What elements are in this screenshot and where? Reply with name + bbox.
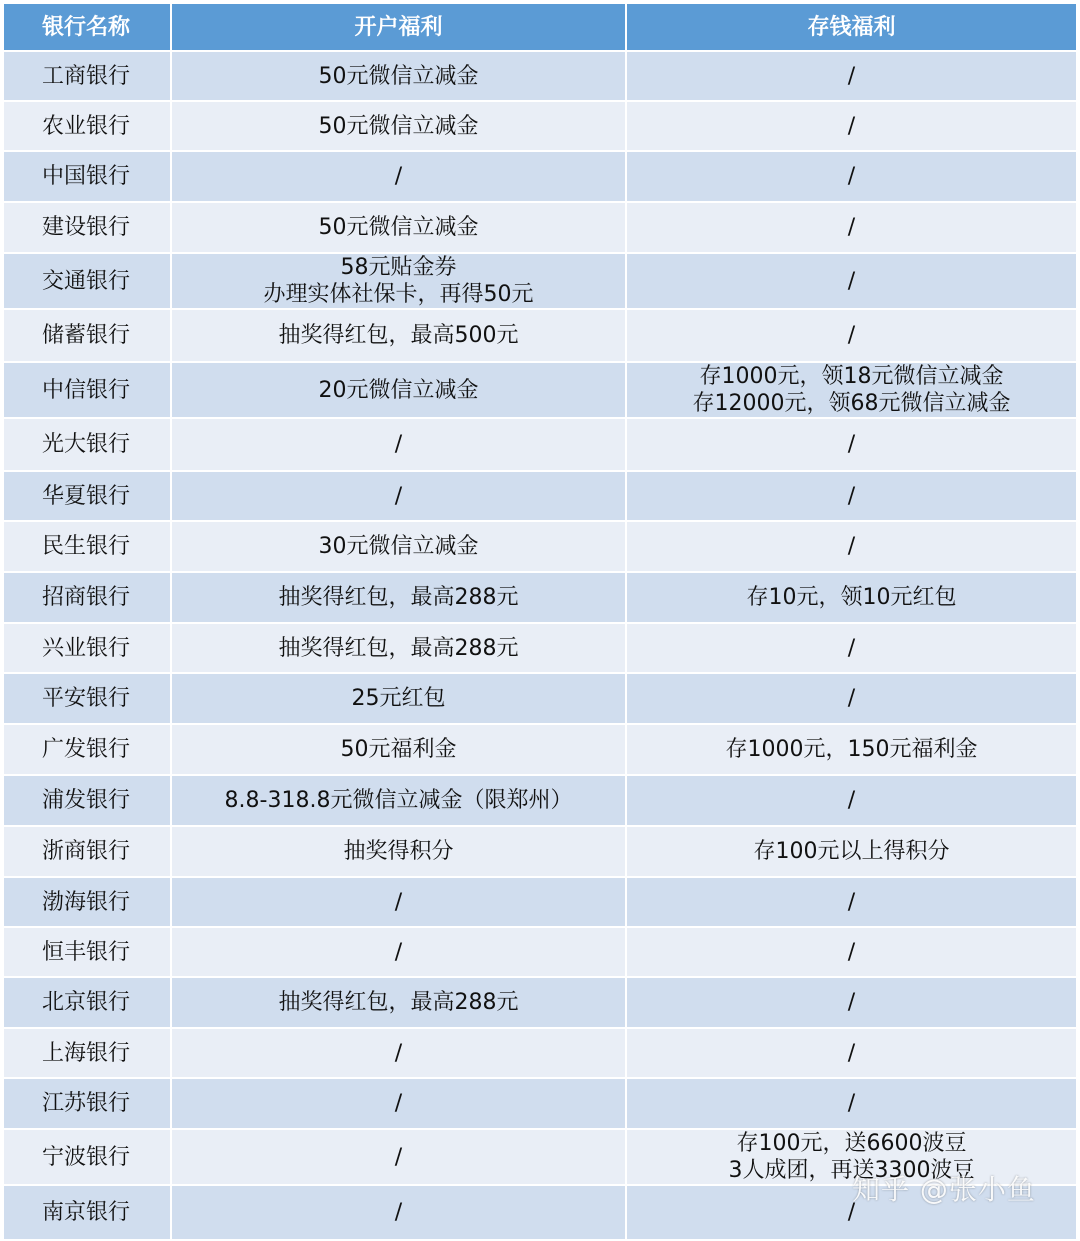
open-benefit-cell: [171, 977, 626, 1028]
table-row: [3, 673, 1077, 724]
open-benefit-cell: [171, 775, 626, 826]
deposit-benefit-text: /: [847, 788, 856, 813]
open-benefit-cell: [171, 101, 626, 151]
table-row: [3, 1078, 1077, 1129]
table-row: [3, 572, 1077, 623]
open-benefit-cell: [171, 927, 626, 977]
open-benefit-text: 30元微信立减金: [318, 534, 479, 559]
table-row: [3, 977, 1077, 1028]
open-benefit-cell: [171, 309, 626, 362]
bank-name-cell: 储蓄银行: [3, 309, 171, 362]
deposit-benefit-cell: [626, 724, 1077, 775]
deposit-benefit-cell: [626, 151, 1077, 202]
deposit-benefit-text: /: [847, 268, 856, 294]
deposit-benefit-text: /: [847, 164, 856, 189]
bank-name-cell: 恒丰银行: [3, 927, 171, 977]
header-bank-name: 银行名称: [3, 3, 171, 51]
header-open-benefit: 开户福利: [171, 3, 626, 51]
bank-benefits-table: [2, 2, 1078, 1241]
deposit-benefit-cell: [626, 521, 1077, 572]
deposit-benefit-text: 存1000元，150元福利金: [725, 737, 978, 762]
open-benefit-cell: [171, 673, 626, 724]
open-benefit-text: /: [394, 1200, 403, 1225]
open-benefit-text: 50元微信立减金: [318, 215, 479, 240]
deposit-benefit-text: /: [847, 990, 856, 1015]
open-benefit-cell: [171, 826, 626, 877]
deposit-benefit-text: /: [847, 1091, 856, 1116]
open-benefit-cell: [171, 418, 626, 471]
open-benefit-cell: [171, 253, 626, 309]
bank-name-cell: 工商银行: [3, 51, 171, 101]
open-benefit-text: 抽奖得红包，最高288元: [278, 635, 519, 661]
bank-name-cell: 建设银行: [3, 202, 171, 253]
open-benefit-text: 50元微信立减金: [318, 63, 479, 89]
table-row: [3, 362, 1077, 418]
bank-name-cell: 民生银行: [3, 521, 171, 572]
deposit-benefit-text: 存1000元，领18元微信立减金: [699, 364, 1004, 389]
open-benefit-cell: [171, 202, 626, 253]
open-benefit-text: /: [394, 1091, 403, 1116]
open-benefit-text: /: [394, 939, 403, 965]
table-row: [3, 724, 1077, 775]
open-benefit-text: 抽奖得红包，最高288元: [278, 990, 519, 1015]
open-benefit-cell: [171, 623, 626, 673]
bank-name-cell: 广发银行: [3, 724, 171, 775]
bank-name-cell: 渤海银行: [3, 877, 171, 927]
deposit-benefit-cell: [626, 202, 1077, 253]
open-benefit-text: /: [394, 483, 403, 509]
table-row: [3, 521, 1077, 572]
deposit-benefit-text: /: [847, 534, 856, 559]
bank-name-cell: 南京银行: [3, 1185, 171, 1240]
deposit-benefit-text: 存100元以上得积分: [753, 839, 950, 864]
bank-name-cell: 北京银行: [3, 977, 171, 1028]
bank-name-cell: 浦发银行: [3, 775, 171, 826]
deposit-benefit-text: 存100元，送6600波豆: [736, 1131, 967, 1156]
table-row: [3, 927, 1077, 977]
table-row: [3, 253, 1077, 309]
open-benefit-text: 50元福利金: [340, 737, 457, 762]
table-row: [3, 471, 1077, 521]
deposit-benefit-text: 存10元，领10元红包: [746, 585, 957, 610]
open-benefit-cell: [171, 1185, 626, 1240]
bank-name-cell: 光大银行: [3, 418, 171, 471]
bank-name-cell: 兴业银行: [3, 623, 171, 673]
open-benefit-cell: [171, 1078, 626, 1129]
bank-name-cell: 宁波银行: [3, 1129, 171, 1185]
deposit-benefit-cell: [626, 1078, 1077, 1129]
open-benefit-text: 办理实体社保卡，再得50元: [263, 282, 534, 307]
table-row: [3, 202, 1077, 253]
deposit-benefit-text: /: [847, 686, 856, 711]
deposit-benefit-cell: [626, 1028, 1077, 1078]
table-row: [3, 826, 1077, 877]
open-benefit-cell: [171, 471, 626, 521]
open-benefit-cell: [171, 1129, 626, 1185]
deposit-benefit-text: /: [847, 323, 856, 348]
table-body: [3, 51, 1077, 1240]
table-row: [3, 151, 1077, 202]
deposit-benefit-cell: [626, 362, 1077, 418]
deposit-benefit-text: /: [847, 215, 856, 240]
table-row: [3, 51, 1077, 101]
open-benefit-text: 抽奖得积分: [343, 839, 454, 864]
table-row: [3, 1028, 1077, 1078]
deposit-benefit-cell: [626, 51, 1077, 101]
deposit-benefit-text: /: [847, 1040, 856, 1066]
deposit-benefit-cell: [626, 826, 1077, 877]
open-benefit-text: 抽奖得红包，最高500元: [278, 323, 519, 348]
bank-name-cell: 农业银行: [3, 101, 171, 151]
deposit-benefit-cell: [626, 572, 1077, 623]
deposit-benefit-cell: [626, 418, 1077, 471]
deposit-benefit-cell: [626, 927, 1077, 977]
table-row: [3, 309, 1077, 362]
deposit-benefit-cell: [626, 253, 1077, 309]
table-row: [3, 101, 1077, 151]
deposit-benefit-text: 存12000元，领68元微信立减金: [692, 391, 1011, 416]
deposit-benefit-text: /: [847, 63, 856, 89]
deposit-benefit-cell: [626, 309, 1077, 362]
table-row: [3, 418, 1077, 471]
table-row: [3, 623, 1077, 673]
open-benefit-cell: [171, 51, 626, 101]
deposit-benefit-cell: [626, 101, 1077, 151]
bank-name-cell: 中国银行: [3, 151, 171, 202]
open-benefit-text: /: [394, 1144, 403, 1170]
open-benefit-cell: [171, 572, 626, 623]
bank-name-cell: 交通银行: [3, 253, 171, 309]
table-row: [3, 775, 1077, 826]
deposit-benefit-cell: [626, 775, 1077, 826]
bank-name-cell: 上海银行: [3, 1028, 171, 1078]
deposit-benefit-text: /: [847, 432, 856, 457]
deposit-benefit-cell: [626, 977, 1077, 1028]
open-benefit-cell: [171, 1028, 626, 1078]
header-deposit-benefit: 存钱福利: [626, 3, 1077, 51]
deposit-benefit-text: 3人成团，再送3300波豆: [728, 1158, 975, 1183]
bank-name-cell: 江苏银行: [3, 1078, 171, 1129]
open-benefit-text: 25元红包: [351, 686, 446, 711]
open-benefit-cell: [171, 362, 626, 418]
bank-name-cell: 浙商银行: [3, 826, 171, 877]
bank-name-cell: 招商银行: [3, 572, 171, 623]
deposit-benefit-text: /: [847, 483, 856, 509]
open-benefit-text: 58元贴金券: [340, 255, 457, 280]
deposit-benefit-text: /: [847, 939, 856, 965]
zhihu-watermark: 知乎 @张小鱼: [852, 1173, 1036, 1206]
bank-name-cell: 华夏银行: [3, 471, 171, 521]
deposit-benefit-text: /: [847, 113, 856, 139]
bank-name-cell: 平安银行: [3, 673, 171, 724]
deposit-benefit-cell: [626, 673, 1077, 724]
open-benefit-cell: [171, 877, 626, 927]
open-benefit-text: /: [394, 1040, 403, 1066]
open-benefit-text: 50元微信立减金: [318, 113, 479, 139]
bank-name-cell: 中信银行: [3, 362, 171, 418]
open-benefit-text: /: [394, 889, 403, 915]
open-benefit-text: 抽奖得红包，最高288元: [278, 585, 519, 610]
deposit-benefit-cell: [626, 623, 1077, 673]
header-row: [3, 3, 1077, 51]
open-benefit-text: 20元微信立减金: [318, 377, 479, 403]
open-benefit-cell: [171, 724, 626, 775]
open-benefit-cell: [171, 151, 626, 202]
open-benefit-text: 8.8-318.8元微信立减金（限郑州）: [224, 788, 573, 813]
deposit-benefit-cell: [626, 877, 1077, 927]
open-benefit-text: /: [394, 432, 403, 457]
deposit-benefit-text: /: [847, 635, 856, 661]
deposit-benefit-text: /: [847, 1200, 856, 1225]
deposit-benefit-cell: [626, 471, 1077, 521]
table-row: [3, 877, 1077, 927]
open-benefit-text: /: [394, 164, 403, 189]
open-benefit-cell: [171, 521, 626, 572]
deposit-benefit-text: /: [847, 889, 856, 915]
